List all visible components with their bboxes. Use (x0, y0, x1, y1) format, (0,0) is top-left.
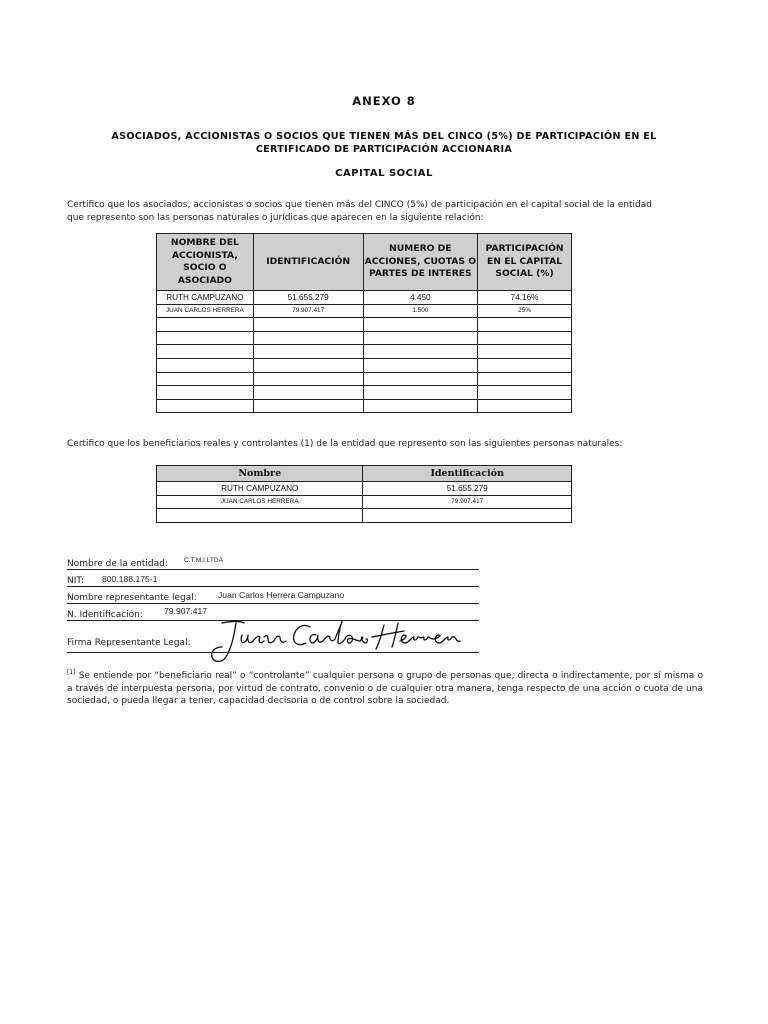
header-identificacion: Identificación (363, 466, 572, 482)
cert1-line-2: que represento son las personas naturales o jurídicas que aparecen en la siguiente relación: (67, 213, 484, 223)
table-cell (253, 318, 363, 332)
representante-underline (67, 603, 479, 604)
table-cell (363, 509, 572, 523)
footnote (67, 667, 703, 708)
table-cell (253, 331, 363, 345)
table-cell (478, 399, 572, 413)
table-cell: RUTH CAMPUZANO (157, 482, 363, 496)
table-cell (478, 358, 572, 372)
header-identificacion: IDENTIFICACIÓN (253, 234, 363, 291)
table-row (157, 372, 572, 386)
table-cell: 51.655.279 (253, 291, 363, 305)
table-cell: 74.16% (478, 291, 572, 305)
table-cell: 25% (478, 304, 572, 318)
table-cell (157, 331, 254, 345)
table-row (157, 386, 572, 400)
table-cell (478, 386, 572, 400)
table-row (157, 318, 572, 332)
table-row (157, 304, 572, 318)
nit-underline (67, 586, 479, 587)
table-cell: 51.655.279 (363, 482, 572, 496)
table-cell (478, 345, 572, 359)
firma-underline (67, 652, 479, 653)
signature-image (204, 617, 464, 667)
table-cell (253, 345, 363, 359)
table-row (157, 331, 572, 345)
table-cell (253, 399, 363, 413)
header-nombre: NOMBRE DEL ACCIONISTA, SOCIO O ASOCIADO (157, 234, 254, 291)
table-cell (157, 399, 254, 413)
table-cell: JUAN CARLOS HERRERA (157, 304, 254, 318)
table-cell: 79.907.417 (253, 304, 363, 318)
header-participacion: PARTICIPACIÓN EN EL CAPITAL SOCIAL (%) (478, 234, 572, 291)
table-cell (157, 509, 363, 523)
table-row (157, 291, 572, 305)
table-cell (157, 318, 254, 332)
identificacion-label: N. Identificación: (67, 610, 143, 620)
certification-paragraph-1 (67, 199, 707, 225)
document-heading (70, 131, 698, 156)
table-cell (157, 345, 254, 359)
heading-line-2: CERTIFICADO DE PARTICIPACIÓN ACCIONARIA (255, 143, 513, 155)
table-row (157, 399, 572, 413)
footnote-text: Se entiende por “beneficiario real” o “controlante” cualquier persona o grupo de personas que, directa o indirectamente, por sí misma o a través de interpuesta persona, por virtud de contrato, convenio o de cualquier otra manera, tenga respecto de una acción o cuota de una sociedad, o pueda llegar a tener, capacidad decisoria o de control sobre la sociedad. (67, 671, 703, 707)
cert1-line-1: Certifico que los asociados, accionistas o socios que tienen más del CINCO (5%) de participación en el capital social de la entidad (67, 200, 652, 210)
header-nombre: Nombre (157, 466, 363, 482)
table-row (157, 509, 572, 523)
table-cell (478, 331, 572, 345)
heading-line-1: ASOCIADOS, ACCIONISTAS O SOCIOS QUE TIENEN MÁS DEL CINCO (5%) DE PARTICIPACIÓN EN EL (111, 131, 657, 142)
table-cell (253, 386, 363, 400)
table-cell (363, 399, 478, 413)
table-row (157, 482, 572, 496)
representante-value: Juan Carlos Herrera Campuzano (218, 590, 345, 600)
entidad-underline (67, 569, 479, 570)
table-cell (253, 372, 363, 386)
table-cell (363, 358, 478, 372)
table-row (157, 495, 572, 509)
table-cell (363, 372, 478, 386)
header-acciones: NUMERO DE ACCIONES, CUOTAS O PARTES DE INTERES (363, 234, 478, 291)
representante-label: Nombre representante legal: (67, 593, 197, 603)
table-cell: RUTH CAMPUZANO (157, 291, 254, 305)
table-cell (363, 318, 478, 332)
beneficiaries-table (156, 465, 572, 523)
table-cell: 4.450 (363, 291, 478, 305)
table-cell: 79.907.417 (363, 495, 572, 509)
table-cell: 1.500 (363, 304, 478, 318)
table-cell (363, 386, 478, 400)
table-cell (253, 358, 363, 372)
table-row (157, 358, 572, 372)
document-title: ANEXO 8 (352, 94, 416, 108)
section-title: CAPITAL SOCIAL (335, 168, 433, 179)
entidad-value: C.T.M.I LTDA (184, 557, 224, 564)
table-cell (478, 372, 572, 386)
entidad-label: Nombre de la entidad: (67, 559, 168, 569)
table-cell (157, 386, 254, 400)
footnote-marker: [1] (67, 669, 76, 676)
identificacion-value: 79.907.417 (164, 606, 208, 616)
table-header-row (157, 466, 572, 482)
table-cell (363, 345, 478, 359)
table-cell (363, 331, 478, 345)
table-cell (157, 372, 254, 386)
firma-label: Firma Representante Legal: (67, 638, 191, 648)
certification-paragraph-2: Certifico que los beneficiarios reales y controlantes (1) de la entidad que represento son las siguientes personas naturales: (67, 439, 623, 449)
shareholders-table (156, 233, 572, 413)
nit-value: 800.188.175-1 (102, 574, 158, 584)
nit-label: NIT: (67, 576, 84, 586)
table-row (157, 345, 572, 359)
table-header-row (157, 234, 572, 291)
table-cell: JUAN CARLOS HERRERA (157, 495, 363, 509)
table-cell (157, 358, 254, 372)
table-cell (478, 318, 572, 332)
